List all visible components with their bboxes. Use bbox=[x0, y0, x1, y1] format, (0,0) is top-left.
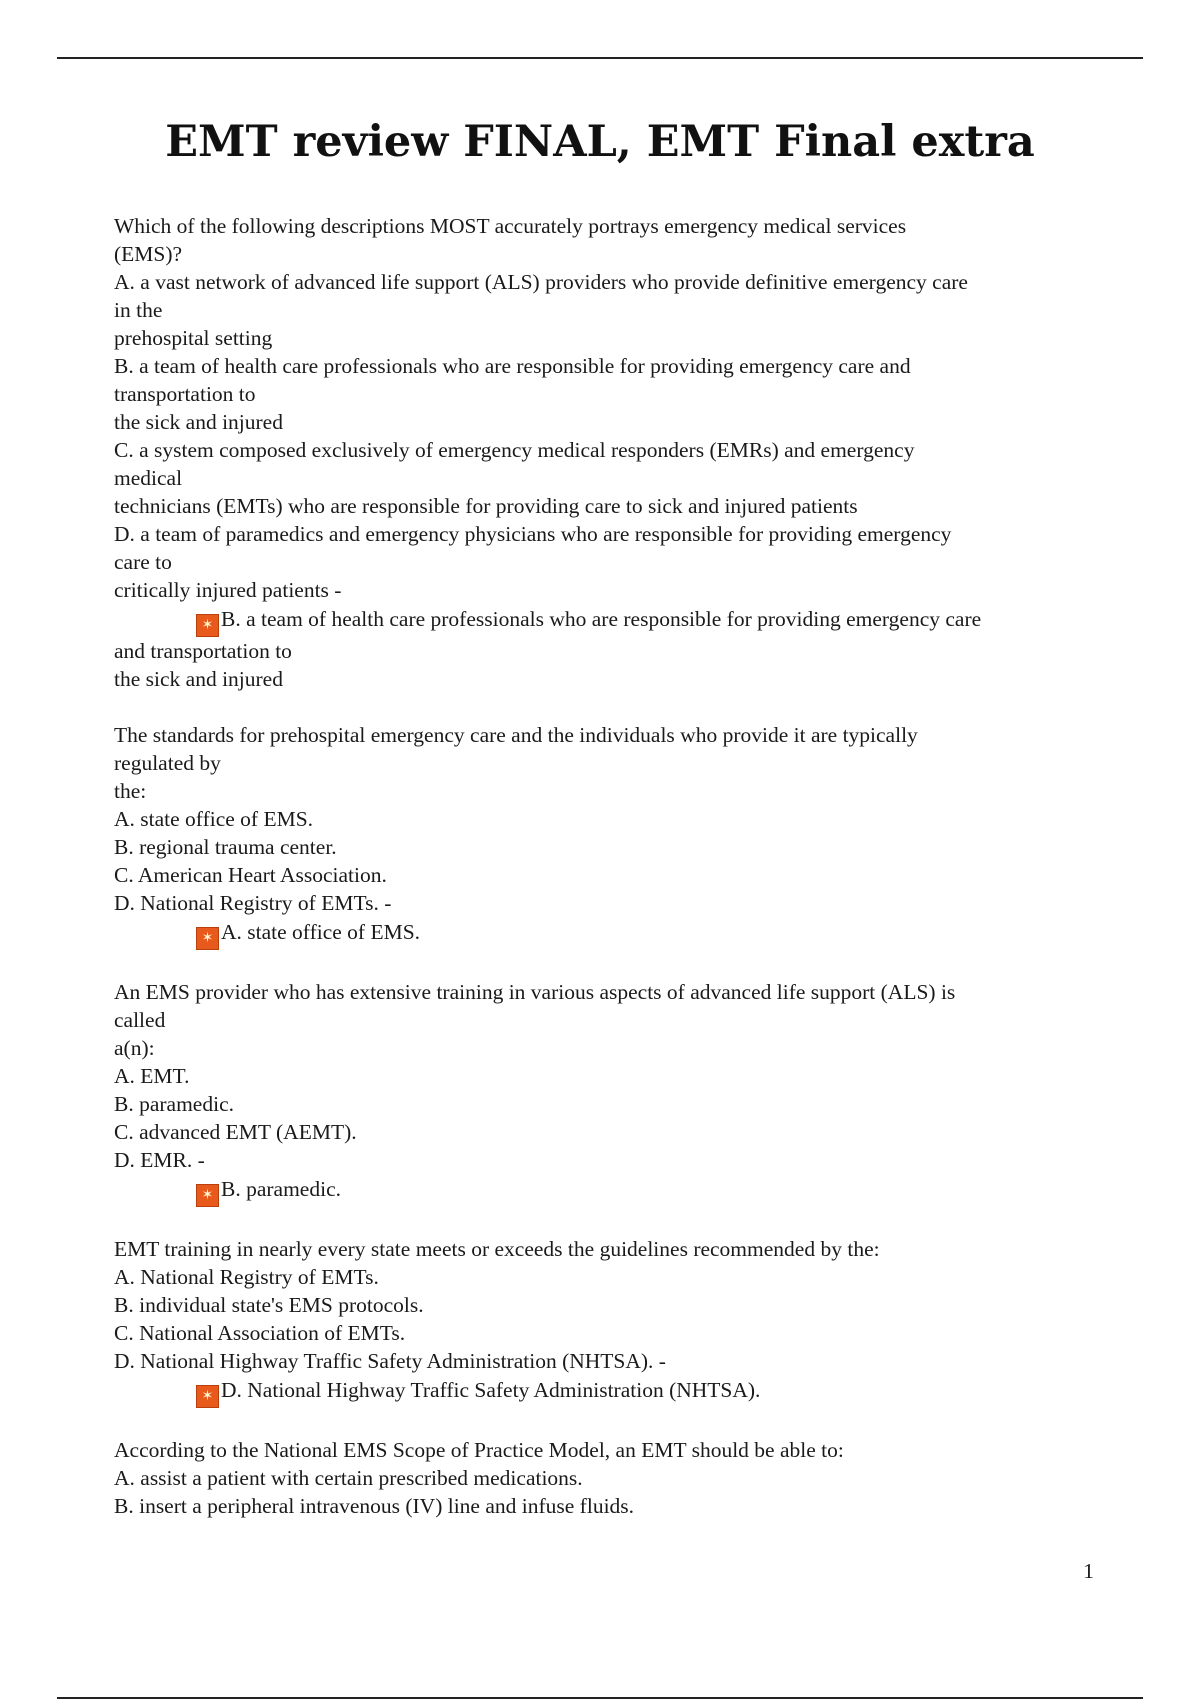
option-line: D. EMR. - bbox=[114, 1148, 205, 1172]
option-line: D. National Registry of EMTs. - bbox=[114, 891, 392, 915]
bottom-rule bbox=[57, 1697, 1143, 1699]
star-icon: ✶ bbox=[196, 1385, 219, 1408]
option-line: B. regional trauma center. bbox=[114, 835, 337, 859]
document-title: EMT review FINAL, EMT Final extra bbox=[165, 117, 1035, 167]
option-line: B. paramedic. bbox=[114, 1092, 234, 1116]
option-line: A. EMT. bbox=[114, 1064, 190, 1088]
question-line: An EMS provider who has extensive training in various aspects of advanced life support (ALS) is bbox=[114, 980, 956, 1004]
question-line: (EMS)? bbox=[114, 242, 183, 266]
option-line: D. a team of paramedics and emergency physicians who are responsible for providing emergency bbox=[114, 522, 952, 546]
option-line: prehospital setting bbox=[114, 326, 273, 350]
question-4 bbox=[114, 1235, 1094, 1408]
answer-text: A. state office of EMS. bbox=[221, 920, 421, 944]
option-line: B. a team of health care professionals who are responsible for providing emergency care and bbox=[114, 354, 911, 378]
question-list bbox=[114, 212, 1094, 1520]
star-icon: ✶ bbox=[196, 614, 219, 637]
option-line: A. state office of EMS. bbox=[114, 807, 314, 831]
answer-line bbox=[196, 604, 1094, 637]
question-line: Which of the following descriptions MOST accurately portrays emergency medical services bbox=[114, 214, 907, 238]
answer-text: B. a team of health care professionals who are responsible for providing emergency care bbox=[221, 607, 982, 631]
top-rule bbox=[57, 57, 1143, 59]
star-icon: ✶ bbox=[196, 927, 219, 950]
answer-line bbox=[196, 1174, 1094, 1207]
option-line: in the bbox=[114, 298, 163, 322]
answer-line bbox=[196, 917, 1094, 950]
option-line: A. a vast network of advanced life support (ALS) providers who provide definitive emergency care bbox=[114, 270, 968, 294]
question-line: According to the National EMS Scope of Practice Model, an EMT should be able to: bbox=[114, 1438, 844, 1462]
question-line: a(n): bbox=[114, 1036, 155, 1060]
answer-text: D. National Highway Traffic Safety Administration (NHTSA). bbox=[221, 1378, 761, 1402]
option-line: A. National Registry of EMTs. bbox=[114, 1265, 379, 1289]
option-line: transportation to bbox=[114, 382, 256, 406]
page-number: 1 bbox=[1083, 1559, 1094, 1583]
question-line: called bbox=[114, 1008, 166, 1032]
question-1 bbox=[114, 212, 1094, 693]
option-line: care to bbox=[114, 550, 172, 574]
option-line: the sick and injured bbox=[114, 410, 283, 434]
answer-line bbox=[196, 1375, 1094, 1408]
option-line: medical bbox=[114, 466, 183, 490]
answer-continuation: and transportation to bbox=[114, 639, 292, 663]
option-line: B. insert a peripheral intravenous (IV) line and infuse fluids. bbox=[114, 1494, 635, 1518]
option-line: C. American Heart Association. bbox=[114, 863, 387, 887]
question-line: EMT training in nearly every state meets or exceeds the guidelines recommended by the: bbox=[114, 1237, 880, 1261]
question-2 bbox=[114, 721, 1094, 950]
star-icon: ✶ bbox=[196, 1184, 219, 1207]
question-line: The standards for prehospital emergency care and the individuals who provide it are typically bbox=[114, 723, 918, 747]
option-line: C. advanced EMT (AEMT). bbox=[114, 1120, 357, 1144]
option-line: D. National Highway Traffic Safety Administration (NHTSA). - bbox=[114, 1349, 666, 1373]
option-line: C. a system composed exclusively of emergency medical responders (EMRs) and emergency bbox=[114, 438, 915, 462]
option-line: A. assist a patient with certain prescribed medications. bbox=[114, 1466, 583, 1490]
option-line: critically injured patients - bbox=[114, 578, 342, 602]
answer-text: B. paramedic. bbox=[221, 1177, 341, 1201]
question-5 bbox=[114, 1436, 1094, 1520]
answer-continuation: the sick and injured bbox=[114, 667, 283, 691]
option-line: C. National Association of EMTs. bbox=[114, 1321, 406, 1345]
option-line: B. individual state's EMS protocols. bbox=[114, 1293, 424, 1317]
question-line: regulated by bbox=[114, 751, 221, 775]
option-line: technicians (EMTs) who are responsible for providing care to sick and injured patients bbox=[114, 494, 858, 518]
question-line: the: bbox=[114, 779, 147, 803]
question-3 bbox=[114, 978, 1094, 1207]
